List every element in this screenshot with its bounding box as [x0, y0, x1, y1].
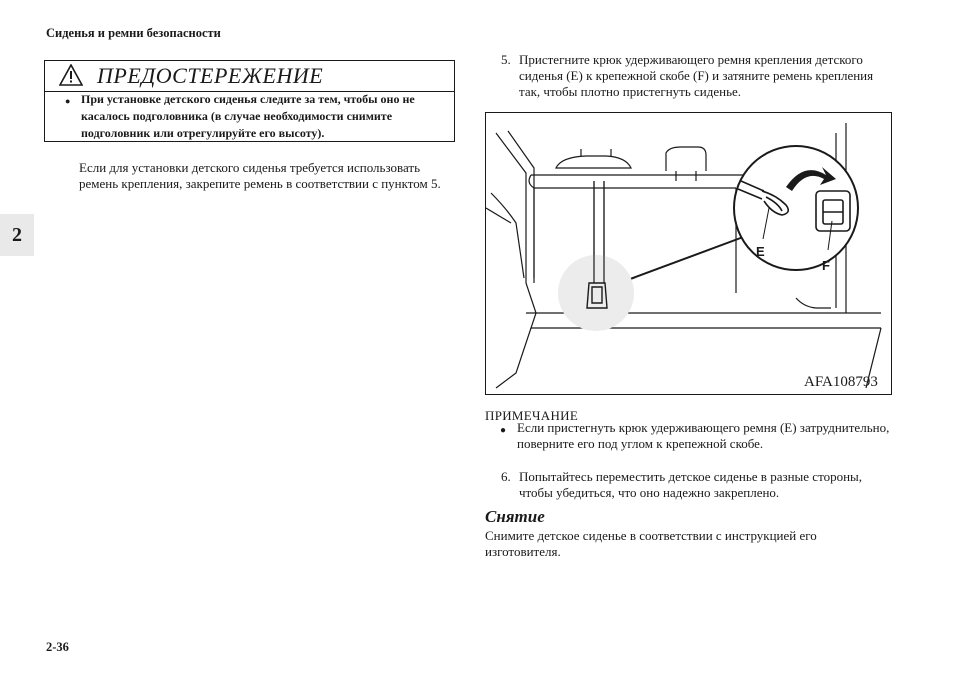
removal-heading: Снятие: [485, 507, 545, 526]
note-heading: ПРИМЕЧАНИЕ: [485, 408, 579, 423]
warning-triangle-icon: [59, 64, 83, 86]
step-5-number: 5.: [501, 52, 511, 67]
note-bullet: ●: [500, 425, 507, 436]
left-paragraph: Если для установки детского сиденья требуется использовать ремень крепления, закрепите ремень в соответствии с пунктом 5.: [79, 160, 441, 191]
page-number: 2-36: [46, 640, 69, 654]
figure-code: AFA108793: [804, 374, 878, 390]
warning-text: При установке детского сиденья следите за тем, чтобы оно не касалось подголовника (в случае необходимости снимите подголовник или отрегулируйте его высоту).: [81, 92, 415, 140]
step-5-text: Пристегните крюк удерживающего ремня крепления детского сиденья (E) к крепежной скобе (F) и затяните ремень крепления так, чтобы плотно пристегнуть сиденье.: [519, 52, 874, 99]
warning-title: ПРЕДОСТЕРЕЖЕНИЕ: [97, 63, 324, 88]
chapter-tab: [0, 214, 34, 256]
step-6-number: 6.: [501, 469, 511, 484]
rear-seat-tether-illustration: [486, 113, 890, 393]
label-f: F: [822, 258, 830, 273]
warning-box: [44, 60, 455, 142]
label-e: E: [756, 244, 765, 259]
note-text: Если пристегнуть крюк удерживающего ремня (E) затруднительно, поверните его под углом к крепежной скобе.: [517, 420, 890, 451]
warning-header: [45, 61, 454, 92]
removal-text: Снимите детское сиденье в соответствии с инструкцией его изготовителя.: [485, 528, 817, 559]
illustration-figure: [485, 112, 892, 395]
step-6-text: Попытайтесь переместить детское сиденье в разные стороны, чтобы убедиться, что оно надежно закреплено.: [519, 469, 863, 500]
chapter-number: 2: [12, 223, 22, 246]
warning-bullet: ●: [65, 96, 71, 106]
running-header: Сиденья и ремни безопасности: [46, 26, 221, 40]
